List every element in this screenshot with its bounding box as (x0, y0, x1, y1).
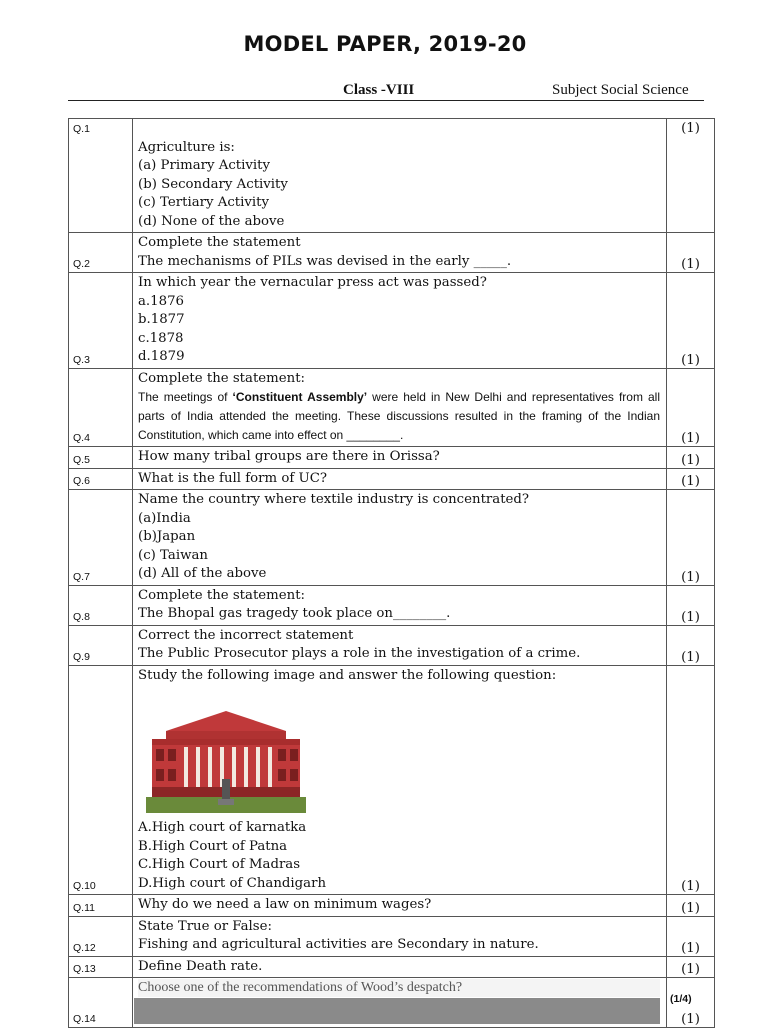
question-number: Q.3 (69, 273, 133, 369)
option-c: (c) Tertiary Activity (138, 195, 269, 210)
question-line: The Public Prosecutor plays a role in the investigation of a crime. (138, 646, 581, 661)
question-text (133, 665, 667, 895)
question-line: Define Death rate. (138, 958, 263, 974)
question-text (133, 585, 667, 625)
question-number: Q.12 (69, 916, 133, 956)
option-d: (d) All of the above (138, 566, 267, 581)
question-line: Name the country where textile industry is concentrated? (138, 492, 530, 507)
marks: (1) (667, 468, 715, 490)
paragraph-text: were held in New Delhi and representatives from all parts of India attended the meeting. These discussions resulted in the framing of the Indian Constitution, which came into effect on ________. (138, 390, 660, 442)
marks: (1) (667, 916, 715, 956)
question-paragraph (138, 388, 660, 445)
question-text (133, 273, 667, 369)
option-d: d.1879 (138, 349, 185, 364)
question-line: Complete the statement: (138, 587, 306, 603)
option-a: (a)India (138, 510, 191, 526)
marks: (1) (667, 233, 715, 273)
question-number: Q.9 (69, 625, 133, 665)
question-line: The Bhopal gas tragedy took place on________. (138, 606, 451, 621)
marks: (1) (667, 490, 715, 586)
question-text (133, 895, 667, 917)
question-number: Q.5 (69, 447, 133, 469)
question-text (133, 956, 667, 978)
question-line: Fishing and agricultural activities are Secondary in nature. (138, 937, 539, 952)
question-line: Choose one of the recommendations of Wood’s despatch? (138, 979, 660, 997)
question-text (133, 233, 667, 273)
question-row-12 (69, 916, 715, 956)
question-line: Complete the statement: (138, 370, 306, 386)
question-number: Q.6 (69, 468, 133, 490)
question-line: Agriculture is: (138, 139, 235, 155)
question-number: Q.2 (69, 233, 133, 273)
question-row-6 (69, 468, 715, 490)
question-row-10 (69, 665, 715, 895)
question-row-3 (69, 273, 715, 369)
option-d: D.High court of Chandigarh (138, 875, 327, 891)
paragraph-text: The meetings of (138, 390, 233, 404)
question-text (133, 625, 667, 665)
option-b: (b) Secondary Activity (138, 176, 288, 192)
question-number: Q.4 (69, 368, 133, 447)
option-b: B.High Court of Patna (138, 838, 288, 854)
question-row-4 (69, 368, 715, 447)
question-number: Q.1 (69, 119, 133, 233)
option-c: c.1878 (138, 330, 184, 346)
question-row-9 (69, 625, 715, 665)
marks: (1) (667, 625, 715, 665)
class-label: Class -VIII (343, 82, 415, 98)
marks: (1) (667, 665, 715, 895)
question-line: Study the following image and answer the following question: (138, 667, 557, 683)
question-number: Q.11 (69, 895, 133, 917)
question-number: Q.10 (69, 665, 133, 895)
question-text (133, 119, 667, 233)
marks: (1) (667, 368, 715, 447)
option-d: (d) None of the above (138, 213, 285, 229)
question-line: Why do we need a law on minimum wages? (138, 897, 432, 912)
question-line: State True or False: (138, 918, 272, 934)
page-number: (1/4) (670, 993, 692, 1005)
header-rule (68, 100, 704, 101)
question-text (133, 916, 667, 956)
question-row-2 (69, 233, 715, 273)
question-row-13 (69, 956, 715, 978)
option-b: b.1877 (138, 312, 185, 327)
question-text (133, 447, 667, 469)
question-text (133, 468, 667, 490)
answer-placeholder-bar (134, 998, 660, 1024)
question-row-7 (69, 490, 715, 586)
option-c: (c) Taiwan (138, 547, 208, 563)
option-c: C.High Court of Madras (138, 857, 301, 872)
question-line: How many tribal groups are there in Orissa? (138, 449, 440, 464)
marks: (1) (667, 956, 715, 978)
question-number: Q.13 (69, 956, 133, 978)
marks: (1) (667, 585, 715, 625)
option-a: A.High court of karnatka (138, 820, 307, 835)
marks: (1) (667, 273, 715, 369)
option-a: a.1876 (138, 293, 184, 309)
paper-title: MODEL PAPER, 2019-20 (243, 32, 527, 56)
question-text (133, 490, 667, 586)
marks: (1) (667, 978, 715, 1028)
marks: (1) (667, 895, 715, 917)
question-number: Q.14 (69, 978, 133, 1028)
question-row-8 (69, 585, 715, 625)
option-a: (a) Primary Activity (138, 158, 270, 173)
question-text (133, 368, 667, 447)
question-row-14 (69, 978, 715, 1028)
marks: (1) (667, 119, 715, 233)
question-line: Correct the incorrect statement (138, 627, 354, 643)
question-text (133, 978, 667, 1028)
high-court-building-image (146, 703, 306, 813)
question-row-11 (69, 895, 715, 917)
question-line: What is the full form of UC? (138, 470, 328, 486)
question-line: The mechanisms of PILs was devised in the early _____. (138, 253, 512, 269)
question-line: Complete the statement (138, 235, 301, 250)
question-line: In which year the vernacular press act was passed? (138, 275, 487, 290)
question-row-5 (69, 447, 715, 469)
paragraph-emphasis: ‘Constituent Assembly’ (232, 390, 368, 404)
question-row-1 (69, 119, 715, 233)
option-b: (b)Japan (138, 529, 196, 544)
question-number: Q.8 (69, 585, 133, 625)
subject-label: Subject Social Science (552, 82, 689, 98)
question-number: Q.7 (69, 490, 133, 586)
marks: (1) (667, 447, 715, 469)
question-table (68, 118, 715, 1028)
